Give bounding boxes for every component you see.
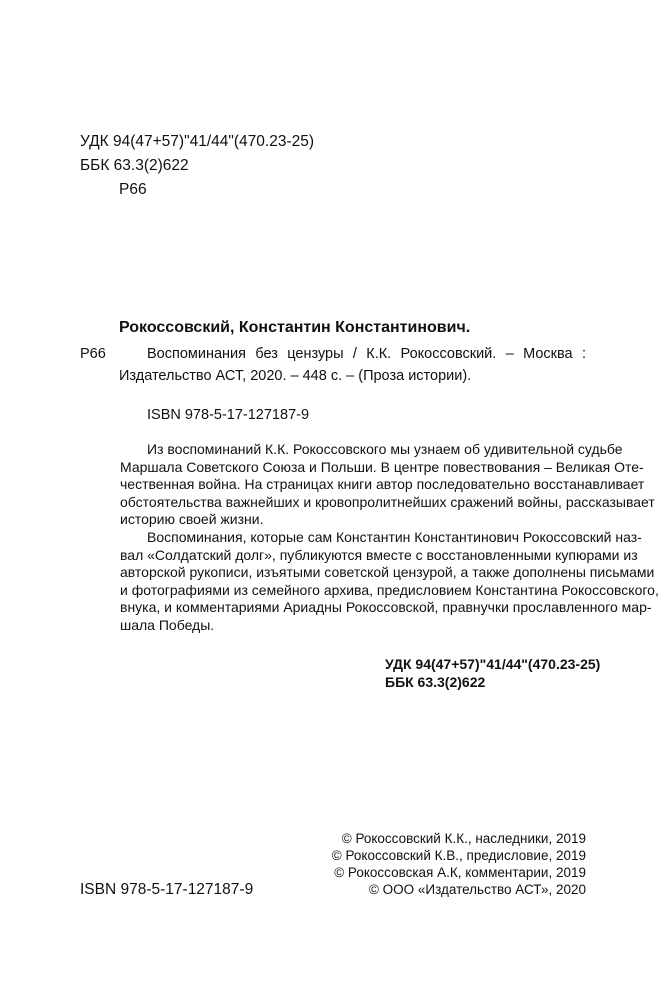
title-word: /: [352, 346, 357, 362]
author-mark-record: Р66: [80, 346, 106, 362]
title-word: К.К.: [366, 346, 392, 362]
annotation-line: обстоятельства важнейших и кровопролитнейших сражений войны, рассказывает: [120, 493, 655, 510]
annotation-line: чественная война. На страницах книги автор последовательно восстанавливает: [120, 476, 645, 493]
annotation-line: авторской рукописи, изъятыми советской цензурой, а также дополнены письмами: [120, 564, 655, 581]
footer-isbn: ISBN 978-5-17-127187-9: [80, 881, 254, 898]
annotation-line: Воспоминания, которые сам Константин Константинович Рокоссовский наз-: [147, 529, 642, 545]
annotation-line: Из воспоминаний К.К. Рокоссовского мы узнаем об удивительной судьбе: [147, 441, 623, 457]
udk-code: УДК 94(47+57)"41/44"(470.23-25): [80, 133, 315, 150]
author-mark: Р66: [119, 181, 147, 198]
title-word: цензуры: [287, 346, 344, 362]
title-word: :: [581, 346, 586, 362]
bib-title-line-1: [147, 345, 586, 363]
bib-title-line-2: Издательство АСТ, 2020. – 448 с. – (Проза истории).: [119, 368, 472, 384]
copyright-line: © Рокоссовский К.К., наследники, 2019: [341, 831, 586, 846]
title-word: без: [255, 346, 278, 362]
annotation-line: Маршала Советского Союза и Польши. В центре повествования – Великая Оте-: [120, 458, 644, 475]
annotation-line: внука, и комментариями Ариадны Рокоссовской, правнучки прославленного мар-: [120, 599, 652, 616]
annotation-line: историю своей жизни.: [120, 511, 264, 528]
copyright-line: © Рокоссовский К.В., предисловие, 2019: [331, 848, 586, 863]
title-word: Воспоминания: [147, 346, 247, 362]
copyright-block: [332, 830, 586, 898]
bbk-code: ББК 63.3(2)622: [80, 157, 189, 174]
isbn-record: ISBN 978-5-17-127187-9: [147, 407, 310, 423]
annotation-line: вал «Солдатский долг», публикуются вместе с восстановленными купюрами из: [120, 546, 638, 563]
copyright-line: © ООО «Издательство АСТ», 2020: [368, 882, 586, 897]
author-heading: Рокоссовский, Константин Константинович.: [119, 319, 471, 336]
bbk-code-bottom: ББК 63.3(2)622: [385, 674, 486, 690]
title-word: –: [505, 346, 514, 362]
udk-code-bottom: УДК 94(47+57)"41/44"(470.23-25): [385, 656, 601, 672]
title-word: Москва: [523, 346, 573, 362]
annotation-line: и фотографиями из семейного архива, предисловием Константина Рокоссовского,: [120, 581, 659, 598]
annotation-line: шала Победы.: [120, 617, 215, 633]
copyright-line: © Рокоссовская А.К, комментарии, 2019: [334, 865, 586, 880]
title-word: Рокоссовский.: [400, 346, 497, 362]
